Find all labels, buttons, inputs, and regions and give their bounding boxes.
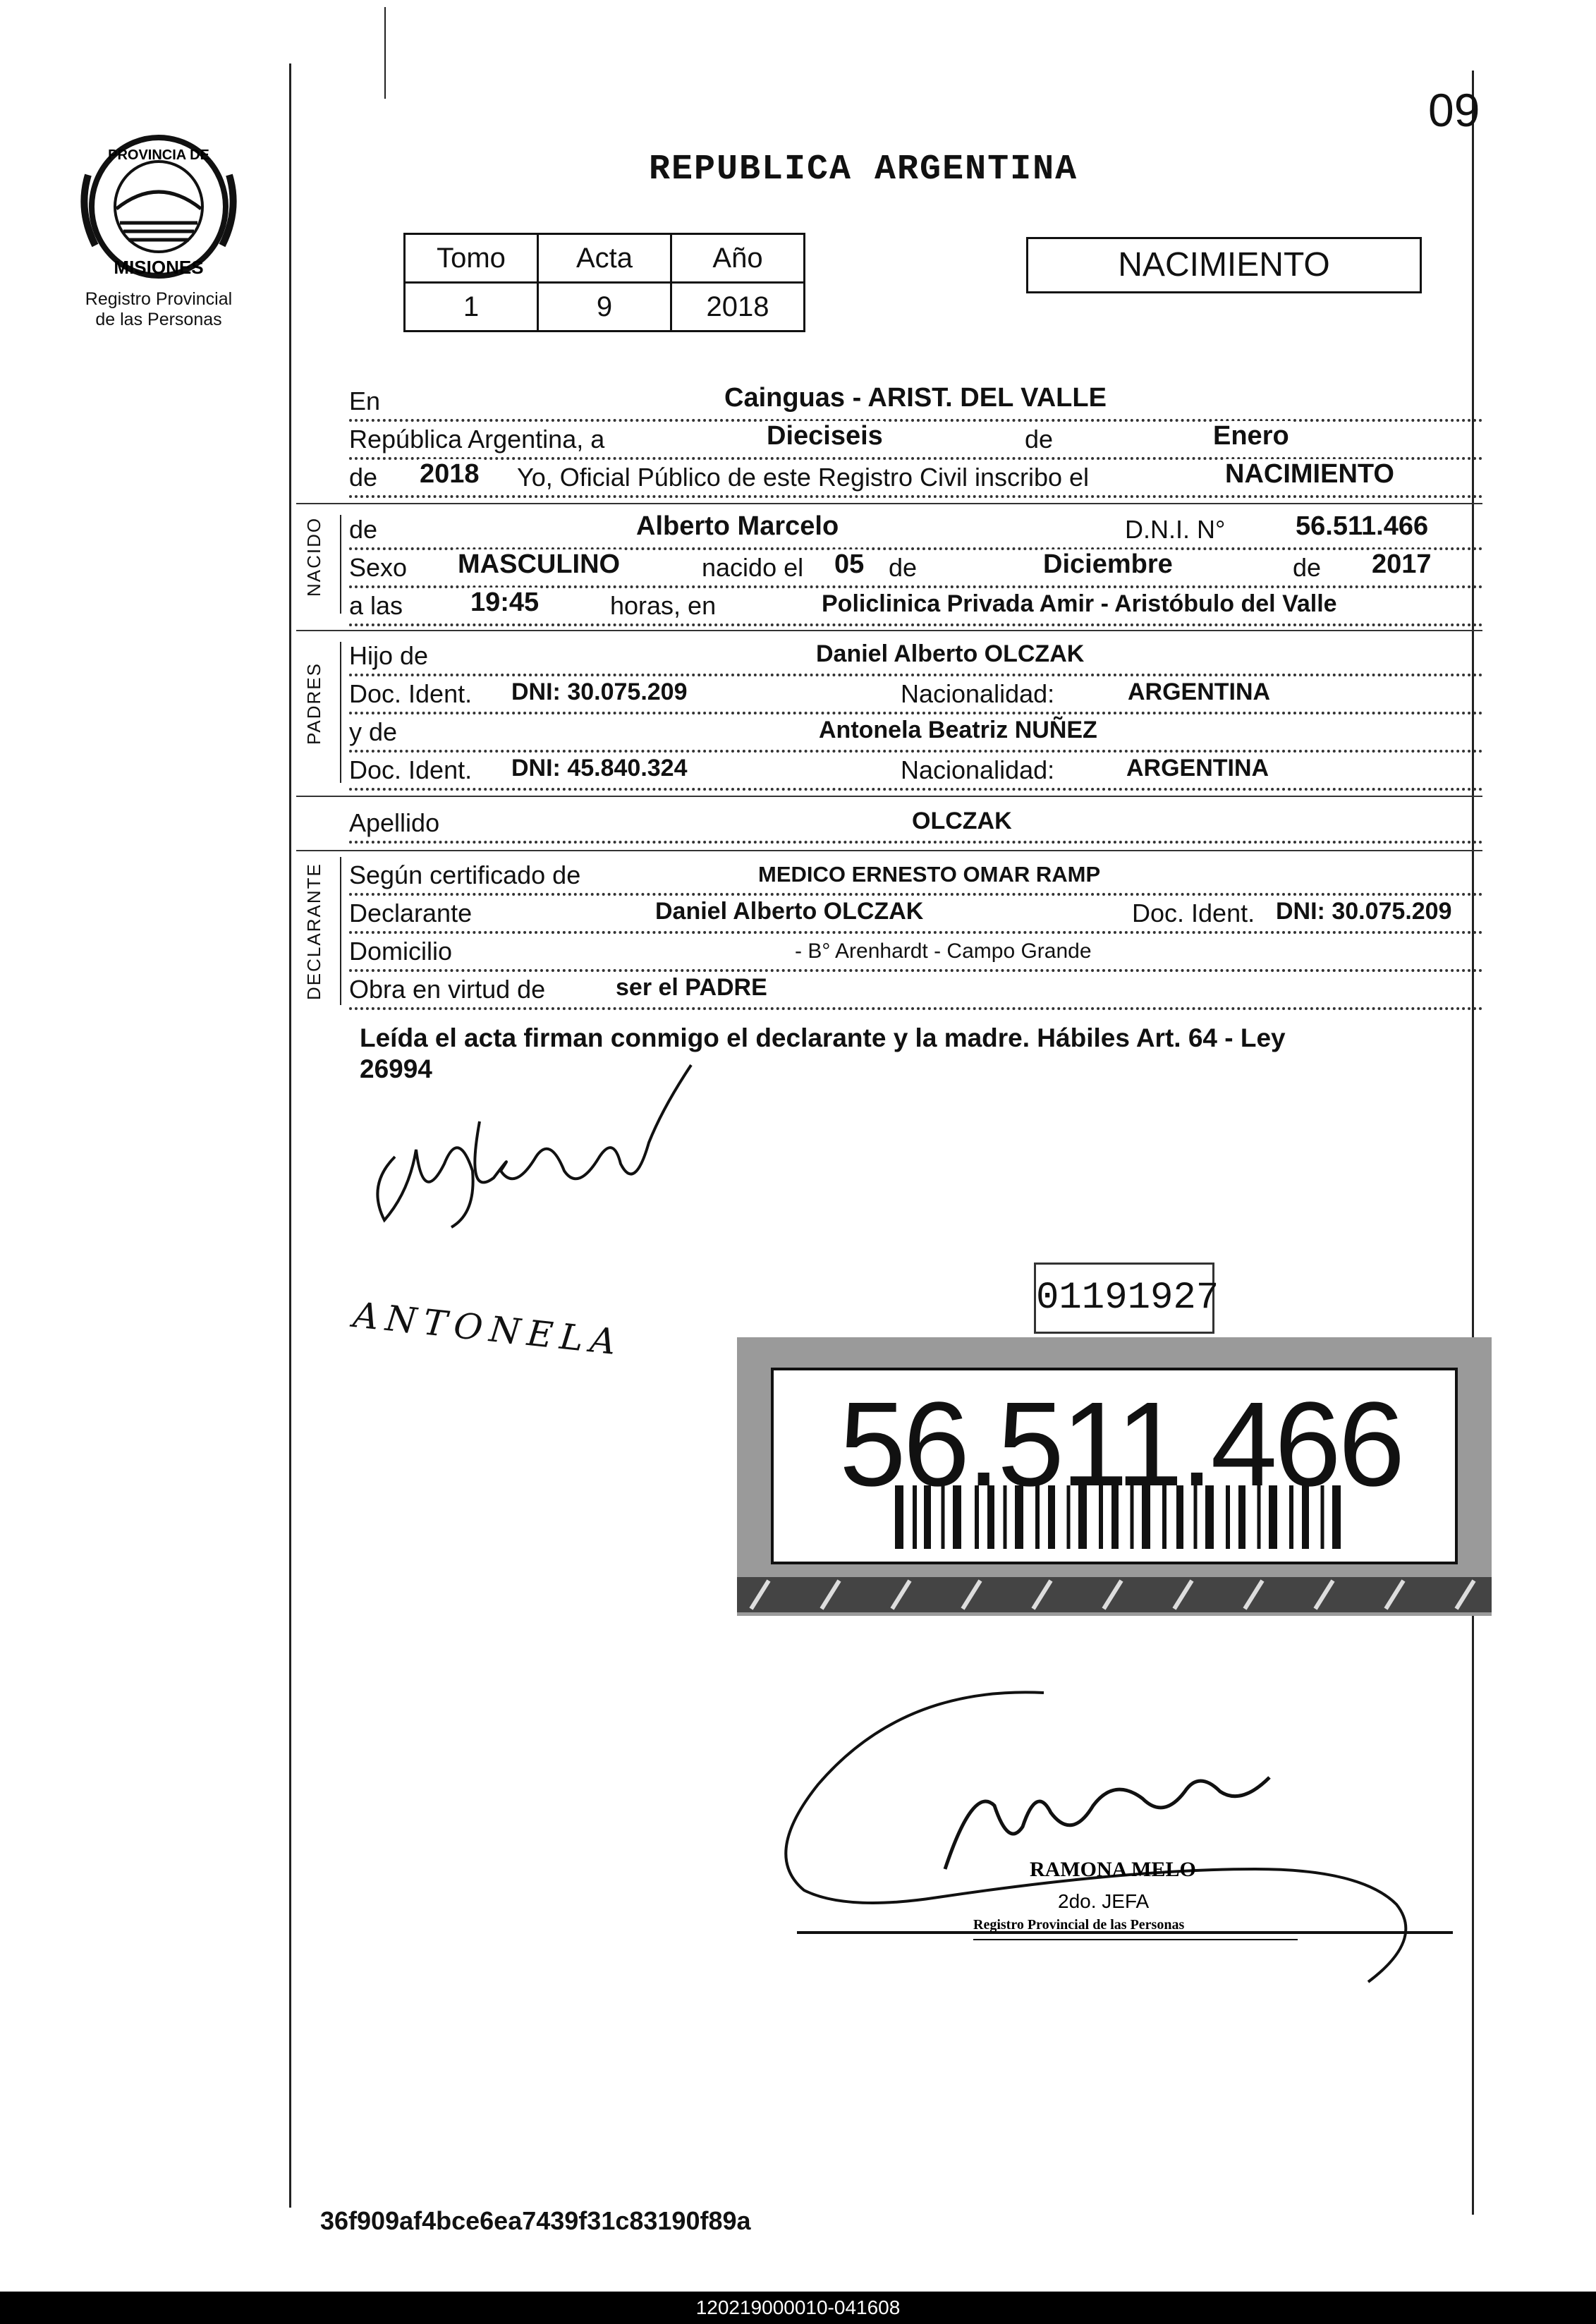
ticket-number: 01191927 bbox=[1034, 1263, 1214, 1334]
side-label-declarante: DECLARANTE bbox=[303, 863, 324, 1000]
header-tomo: Tomo bbox=[405, 234, 538, 283]
left-margin-line bbox=[289, 63, 291, 2208]
row-declarante bbox=[349, 894, 1483, 934]
label-hijo: Hijo de bbox=[349, 641, 432, 671]
row-doc-padre bbox=[349, 675, 1483, 714]
value-nac-anio: 2017 bbox=[1372, 549, 1432, 579]
value-doc-declarante: DNI: 30.075.209 bbox=[1276, 898, 1452, 925]
document-hash: 36f909af4bce6ea7439f31c83190f89a bbox=[320, 2206, 751, 2235]
row-obra bbox=[349, 971, 1483, 1010]
label-de-nombre: de bbox=[349, 515, 382, 545]
side-label-padres: PADRES bbox=[303, 662, 324, 745]
row-hijo bbox=[349, 637, 1483, 676]
label-doc-madre: Doc. Ident. bbox=[349, 755, 476, 785]
separator-declarante-top bbox=[296, 850, 1482, 851]
value-anio: 2018 bbox=[671, 283, 805, 331]
separator-nacido-top bbox=[296, 503, 1482, 504]
value-mes: Enero bbox=[1213, 421, 1289, 451]
label-segun: Según certificado de bbox=[349, 860, 585, 890]
value-padre: Daniel Alberto OLCZAK bbox=[816, 640, 1085, 667]
row-nombre bbox=[349, 511, 1483, 550]
stamp-office: Registro Provincial de las Personas bbox=[973, 1917, 1185, 1933]
row-doc-madre bbox=[349, 751, 1483, 791]
value-lugar-nacimiento: Policlinica Privada Amir - Aristóbulo del Valle bbox=[822, 590, 1337, 617]
value-declarante: Daniel Alberto OLCZAK bbox=[655, 898, 924, 925]
label-domicilio: Domicilio bbox=[349, 937, 456, 966]
value-acta: 9 bbox=[538, 283, 671, 331]
province-seal-logo bbox=[78, 133, 240, 288]
value-madre: Antonela Beatriz NUÑEZ bbox=[819, 717, 1097, 743]
stamp-name: RAMONA MELO bbox=[1030, 1858, 1196, 1881]
closing-note-line1: Leída el acta firman conmigo el declarante y la madre. Hábiles Art. 64 - Ley bbox=[360, 1023, 1286, 1052]
value-hora: 19:45 bbox=[470, 588, 540, 617]
barcode-number: 56.511.466 bbox=[839, 1377, 1403, 1511]
value-nac-dia: 05 bbox=[834, 549, 865, 579]
label-doc-padre: Doc. Ident. bbox=[349, 679, 476, 709]
value-dia: Dieciseis bbox=[767, 421, 883, 451]
label-sexo: Sexo bbox=[349, 553, 411, 583]
separator-apellido-top bbox=[296, 796, 1482, 797]
record-table-header-row bbox=[405, 234, 805, 283]
value-domicilio: - B° Arenhardt - Campo Grande bbox=[795, 939, 1092, 963]
label-y-de: y de bbox=[349, 717, 401, 747]
value-dni: 56.511.466 bbox=[1296, 511, 1429, 541]
value-doc-padre: DNI: 30.075.209 bbox=[511, 679, 688, 705]
label-obra: Obra en virtud de bbox=[349, 975, 549, 1004]
record-type-box: NACIMIENTO bbox=[1026, 237, 1422, 293]
document-title: REPUBLICA ARGENTINA bbox=[649, 150, 1078, 190]
logo-caption bbox=[71, 289, 247, 330]
label-de-anio: de bbox=[349, 463, 382, 492]
row-en bbox=[349, 382, 1483, 422]
row-certificado bbox=[349, 856, 1483, 896]
row-sexo-nacimiento bbox=[349, 549, 1483, 588]
label-de-anio-nac: de bbox=[1293, 553, 1325, 583]
label-alas: a las bbox=[349, 591, 407, 621]
label-nacionalidad-madre: Nacionalidad: bbox=[901, 755, 1059, 785]
closing-note-line2: 26994 bbox=[360, 1054, 432, 1083]
label-horas-en: horas, en bbox=[610, 591, 720, 621]
label-en: En bbox=[349, 387, 384, 416]
seal-bottom-text: MISIONES bbox=[114, 257, 204, 278]
header-anio: Año bbox=[671, 234, 805, 283]
value-inscribe: NACIMIENTO bbox=[1225, 459, 1394, 489]
official-signature-stamp bbox=[762, 1686, 1467, 2024]
row-domicilio bbox=[349, 932, 1483, 972]
separator-padres-top bbox=[296, 630, 1482, 631]
logo-caption-line2: de las Personas bbox=[95, 310, 222, 329]
value-doc-madre: DNI: 45.840.324 bbox=[511, 755, 688, 781]
declarant-signature bbox=[353, 1058, 719, 1270]
value-lugar-inscripcion: Cainguas - ARIST. DEL VALLE bbox=[724, 383, 1107, 413]
footer-id: 120219000010-041608 bbox=[0, 2292, 1596, 2324]
label-doc-declarante: Doc. Ident. bbox=[1132, 899, 1259, 928]
value-nombre: Alberto Marcelo bbox=[636, 511, 839, 541]
value-nac-mes: Diciembre bbox=[1043, 549, 1173, 579]
label-dni: D.N.I. N° bbox=[1125, 515, 1229, 545]
fold-mark bbox=[384, 7, 386, 99]
logo-caption-line1: Registro Provincial bbox=[85, 289, 233, 309]
stamp-role: 2do. JEFA bbox=[1058, 1890, 1150, 1912]
label-apellido: Apellido bbox=[349, 808, 444, 838]
value-apellido: OLCZAK bbox=[912, 808, 1012, 834]
value-certificado: MEDICO ERNESTO OMAR RAMP bbox=[758, 862, 1101, 887]
label-oficial: Yo, Oficial Público de este Registro Civil inscribo el bbox=[517, 463, 1093, 492]
page-number: 09 bbox=[1428, 84, 1480, 136]
value-tomo: 1 bbox=[405, 283, 538, 331]
row-madre bbox=[349, 713, 1483, 753]
section-bar-nacido bbox=[340, 515, 341, 614]
seal-top-text: PROVINCIA DE bbox=[108, 147, 209, 163]
value-nacionalidad-padre: ARGENTINA bbox=[1128, 679, 1271, 705]
row-fecha-dia bbox=[349, 420, 1483, 460]
value-nacionalidad-madre: ARGENTINA bbox=[1126, 755, 1269, 781]
section-bar-padres bbox=[340, 642, 341, 783]
label-nacido: nacido el bbox=[702, 553, 808, 583]
value-sexo: MASCULINO bbox=[458, 549, 621, 579]
side-label-nacido: NACIDO bbox=[303, 516, 324, 597]
header-acta: Acta bbox=[538, 234, 671, 283]
label-nacionalidad-padre: Nacionalidad: bbox=[901, 679, 1059, 709]
label-de-mes: de bbox=[889, 553, 921, 583]
value-anio: 2018 bbox=[420, 459, 480, 489]
handwritten-name: ANTONELA bbox=[351, 1294, 625, 1363]
row-apellido bbox=[349, 804, 1483, 844]
section-bar-declarante bbox=[340, 857, 341, 1005]
record-reference-table bbox=[403, 233, 805, 332]
label-declarante: Declarante bbox=[349, 899, 476, 928]
label-de: de bbox=[1025, 425, 1057, 454]
row-hora-lugar bbox=[349, 587, 1483, 626]
row-inscribe bbox=[349, 458, 1483, 498]
record-table-value-row bbox=[405, 283, 805, 331]
value-obra: ser el PADRE bbox=[616, 974, 767, 1001]
label-republica: República Argentina, a bbox=[349, 425, 609, 454]
